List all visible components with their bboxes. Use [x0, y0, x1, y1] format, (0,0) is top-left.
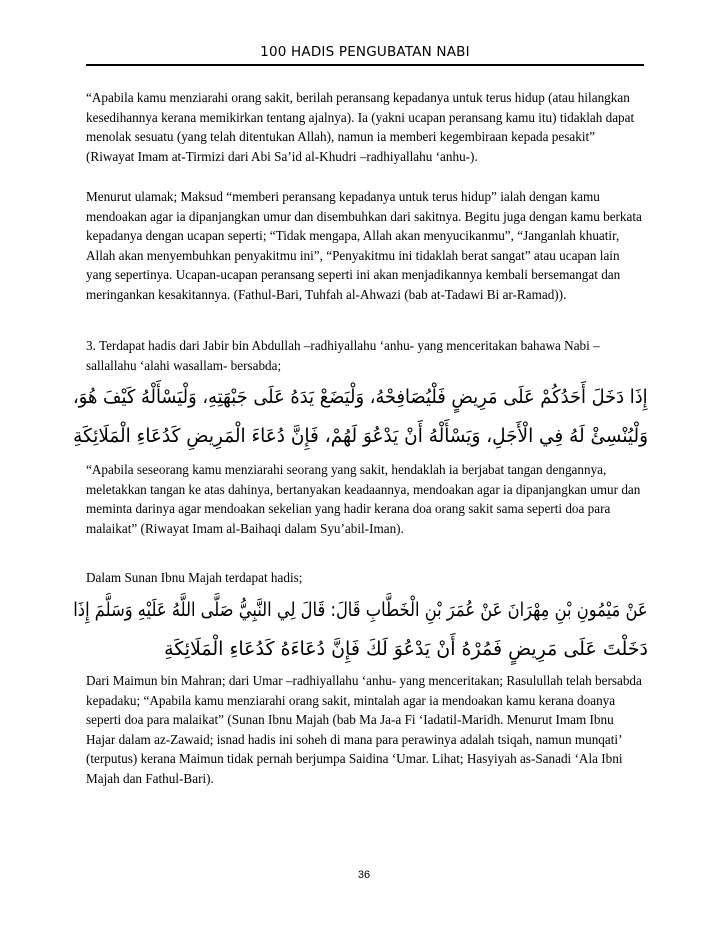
paragraph-hadith-3-intro: 3. Terdapat hadis dari Jabir bin Abdullah –radhiyallahu ‘anhu- yang menceritakan bahawa Nabi –sallallahu ‘alahi wasallam- bersabda;	[86, 338, 600, 373]
arabic-hadith-2-line-2: دَخَلْتَ عَلَى مَرِيضٍ فَمُرْهُ أَنْ يَدْعُوَ لَكَ فَإِنَّ دُعَاءَهُ كَدُعَاءِ الْمَلَائِكَةِ	[164, 638, 648, 660]
arabic-hadith-2-line-1: عَنْ مَيْمُونِ بْنِ مِهْرَانَ عَنْ عُمَرَ بْنِ الْخَطَّابِ قَالَ: قَالَ لِي النَّبِيُّ صَلَّى اللَّهُ عَلَيْهِ وَسَلَّمَ إِذَا	[73, 599, 648, 621]
header-divider	[86, 64, 644, 66]
page-number: 36	[357, 869, 371, 881]
paragraph-hadith-translation-3: “Apabila seseorang kamu menziarahi seorang yang sakit, hendaklah ia berjabat tangan dengannya, meletakkan tangan ke atas dahinya, bertanyakan keadaannya, mendoakan agar ia dipanjangkan umur dan meminta darinya agar mendoakan sekelian yang hadir kerana doa orang sakit sama seperti doa para malaikat” (Riwayat Imam al-Baihaqi dalam Syu’abil-Iman).	[86, 462, 641, 536]
paragraph-hadith-translation-4: Dari Maimun bin Mahran; dari Umar –radhiyallahu ‘anhu- yang menceritakan; Rasulullah telah bersabda kepadaku; “Apabila kamu menziarahi orang sakit, mintalah agar ia mendoakan kamu kerana doanya seperti doa para malaikat” (Sunan Ibnu Majah (bab Ma Ja-a Fi ‘Iadatil-Maridh. Menurut Imam Ibnu Hajar dalam az-Zawaid; isnad hadis ini soheh di mana para perawinya adalah tsiqah, namun munqati’ (terputus) kerana Maimun tidak pernah berjumpa Saidina ‘Umar. Lihat; Hasyiyah as-Sanadi ‘Ala Ibni Majah dan Fathul-Bari).	[86, 673, 642, 786]
page-header-title: 100 HADIS PENGUBATAN NABI	[260, 44, 470, 60]
paragraph-sunan-ibnu-majah-intro: Dalam Sunan Ibnu Majah terdapat hadis;	[86, 570, 303, 585]
paragraph-hadith-translation-1: “Apabila kamu menziarahi orang sakit, berilah peransang kepadanya untuk terus hidup (atau hilangkan kesedihannya kerana memikirkan tentang ajalnya). Ia (yakni ucapan peransang kamu itu) tidaklah dapat menolak sesuatu (yang telah ditentukan Allah), namun ia memberi kegembiraan kepada pesakit” (Riwayat Imam at-Tirmizi dari Abi Sa’id al-Khudri –radhiyallahu ‘anhu-).	[86, 90, 635, 164]
paragraph-ulama-explanation: Menurut ulamak; Maksud “memberi peransang kepadanya untuk terus hidup” ialah dengan kamu mendoakan agar ia dipanjangkan umur dan disembuhkan dari sakitnya. Begitu juga dengan kamu berkata kepadanya dengan ucapan seperti; “Tidak mengapa, Allah akan menyucikanmu”, “Janganlah khuatir, Allah akan menyembuhkan penyakitmu ini”, “Penyakitmu ini tidaklah berat sangat” atau ucapan lain yang sepertinya. Ucapan-ucapan peransang seperti ini akan menjadikannya kembali bersemangat dan meringankan kesakitannya. (Fathul-Bari, Tuhfah al-Ahwazi (bab at-Tadawi Bi ar-Ramad)).	[86, 189, 642, 302]
arabic-hadith-1-line-1: إِذَا دَخَلَ أَحَدُكُمْ عَلَى مَرِيضٍ فَلْيُصَافِحْهُ، وَلْيَضَعْ يَدَهُ عَلَى جَبْهَتِهِ، وَلْيَسْأَلْهُ كَيْفَ هُوَ،	[73, 386, 648, 408]
arabic-hadith-1-line-2: وَلْيُنْسِئْ لَهُ فِي الْأَجَلِ، وَيَسْأَلْهُ أَنْ يَدْعُوَ لَهُمْ، فَإِنَّ دُعَاءَ الْمَرِيضِ كَدُعَاءِ الْمَلَائِكَةِ	[73, 425, 648, 447]
